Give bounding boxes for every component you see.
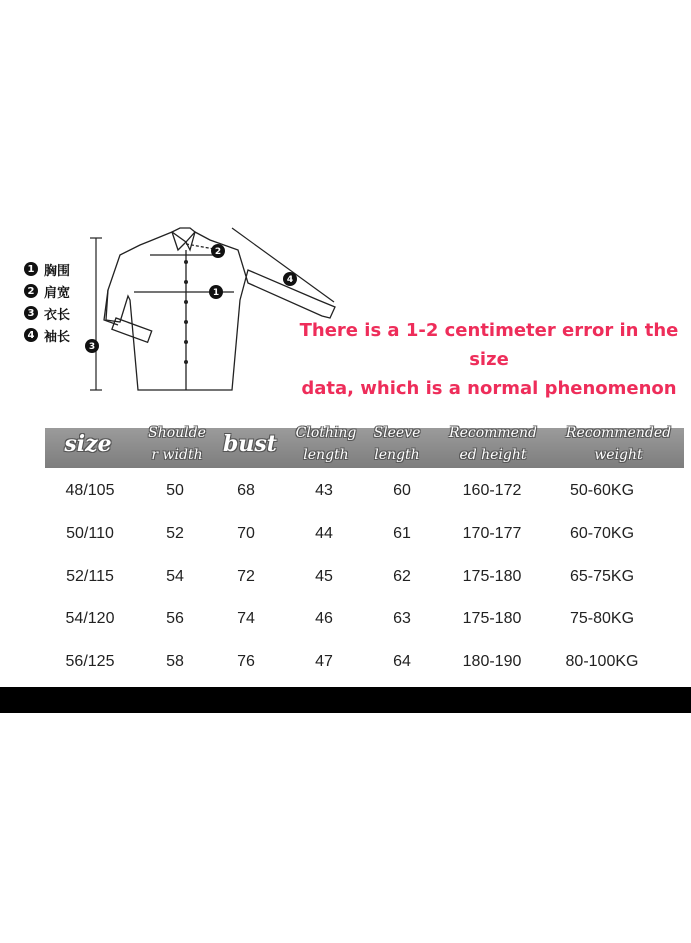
cell-weight: 60-70KG [569, 525, 635, 542]
table-row [0, 599, 691, 639]
cell-size: 56/125 [65, 653, 115, 670]
cell-height: 180-190 [462, 653, 522, 670]
cell-length: 45 [315, 568, 333, 585]
legend-number: 2 [24, 284, 38, 298]
header-sleeve-length: Sleeve length [373, 425, 421, 463]
cell-bust: 68 [237, 482, 255, 499]
header-recommended-height: Recommend ed height [449, 425, 537, 463]
cell-height: 160-172 [462, 482, 522, 499]
header-recommended-weight: Recommended weight [565, 425, 672, 463]
cell-sleeve: 64 [393, 653, 411, 670]
cell-size: 48/105 [65, 482, 115, 499]
notice-line-2: data, which is a normal phenomenon [301, 378, 677, 399]
cell-shoulder: 52 [166, 525, 184, 542]
cell-weight: 75-80KG [569, 610, 635, 627]
cell-bust: 74 [237, 610, 255, 627]
legend-number: 4 [24, 328, 38, 342]
legend-label: 肩宽 [44, 285, 71, 301]
cell-height: 175-180 [462, 568, 522, 585]
svg-text:2: 2 [214, 247, 222, 257]
cell-bust: 76 [237, 653, 255, 670]
legend-item-shoulder [24, 280, 70, 302]
cell-shoulder: 54 [166, 568, 184, 585]
legend-item-sleeve [24, 324, 70, 346]
legend-number: 1 [24, 262, 38, 276]
cell-weight: 65-75KG [569, 568, 635, 585]
legend-number: 3 [24, 306, 38, 320]
svg-text:1: 1 [212, 288, 220, 298]
cell-bust: 72 [237, 568, 255, 585]
cell-sleeve: 62 [393, 568, 411, 585]
size-error-notice [284, 316, 691, 403]
cell-length: 44 [315, 525, 333, 542]
table-row [0, 471, 691, 511]
cell-weight: 80-100KG [565, 653, 639, 670]
header-shoulder-width: Shoulde r width [148, 425, 206, 463]
table-row [0, 557, 691, 597]
svg-text:3: 3 [88, 342, 96, 352]
cell-shoulder: 56 [166, 610, 184, 627]
cell-length: 43 [315, 482, 333, 499]
cell-size: 54/120 [65, 610, 115, 627]
cell-shoulder: 50 [166, 482, 184, 499]
cell-length: 46 [315, 610, 333, 627]
svg-text:4: 4 [286, 275, 294, 285]
cell-sleeve: 60 [393, 482, 411, 499]
notice-line-1: There is a 1-2 centimeter error in the size [299, 320, 679, 370]
legend-label: 胸围 [44, 263, 71, 279]
cell-size: 52/115 [66, 568, 114, 585]
cell-shoulder: 58 [166, 653, 184, 670]
header-clothing-length: Clothing length [295, 425, 357, 463]
cell-weight: 50-60KG [569, 482, 635, 499]
cell-length: 47 [315, 653, 333, 670]
cell-size: 50/110 [66, 525, 114, 542]
header-bust: bust [223, 431, 277, 457]
legend-item-chest [24, 258, 70, 280]
bottom-black-bar [0, 687, 691, 713]
cell-sleeve: 63 [393, 610, 411, 627]
table-row [0, 642, 691, 682]
legend-label: 袖长 [44, 329, 71, 345]
table-row [0, 514, 691, 554]
legend-label: 衣长 [44, 307, 71, 323]
cell-height: 175-180 [462, 610, 522, 627]
cell-sleeve: 61 [393, 525, 411, 542]
measurement-legend [24, 258, 70, 346]
size-table-header [45, 425, 684, 468]
header-size: size [64, 431, 112, 457]
cell-height: 170-177 [462, 525, 522, 542]
legend-item-length [24, 302, 70, 324]
cell-bust: 70 [237, 525, 255, 542]
